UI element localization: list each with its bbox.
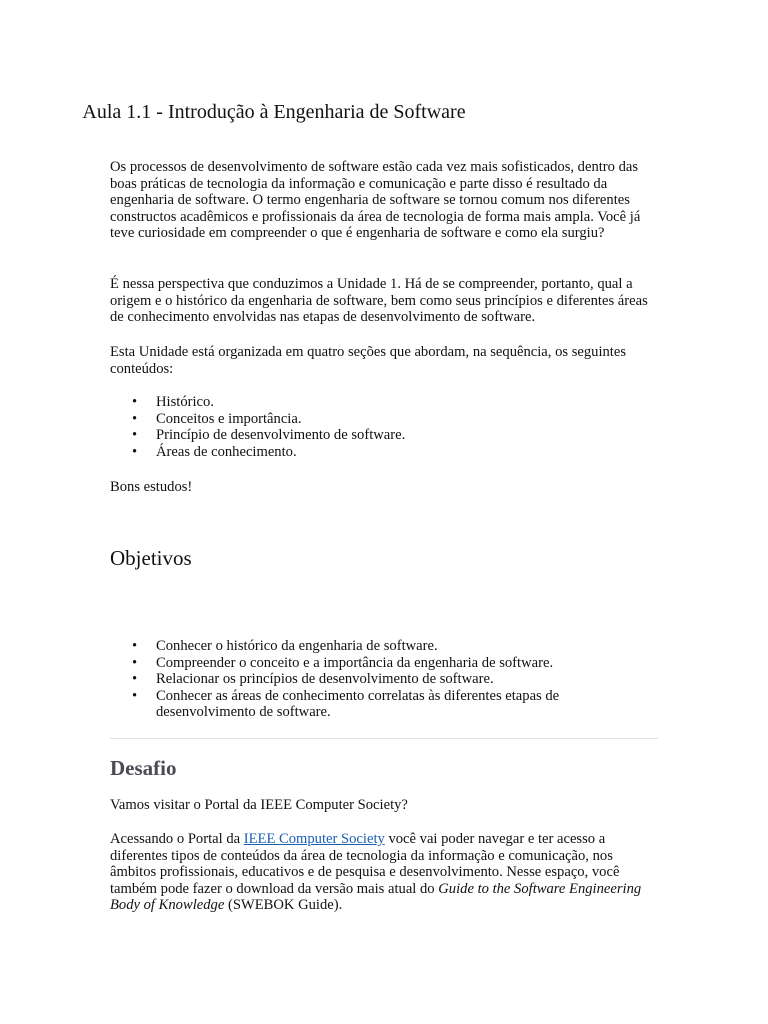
bullet-icon: •	[132, 443, 138, 460]
list-item	[110, 427, 658, 444]
list-item-text: Conceitos e importância.	[156, 410, 302, 427]
list-item-text: Relacionar os princípios de desenvolvimento de software.	[156, 671, 494, 688]
list-item-text: Histórico.	[156, 394, 214, 410]
bullet-icon: •	[132, 654, 138, 671]
list-item-text: Princípio de desenvolvimento de software.	[156, 427, 406, 444]
bullet-icon: •	[132, 638, 138, 654]
closing-greeting: Bons estudos!	[110, 479, 193, 495]
bullet-icon: •	[132, 410, 138, 427]
bullet-icon: •	[132, 394, 138, 410]
ieee-computer-society-link[interactable]: IEEE Computer Society	[243, 831, 385, 847]
document-title: Aula 1.1 - Introdução à Engenharia de Software	[82, 101, 466, 123]
list-item	[110, 688, 658, 721]
challenge-text-middle: você vai poder navegar e ter acesso a diferentes tipos de conteúdos da área de tecnologia da informação e comunicação, nos âmbitos profissionais, educativos e de pesquisa e desenvolvimento. Nesse espaço, você também pode fazer o download da versão mais atual do	[110, 831, 620, 897]
list-item	[110, 411, 658, 428]
list-item-text: Conhecer o histórico da engenharia de software.	[156, 638, 438, 654]
bullet-icon: •	[132, 687, 138, 704]
list-item	[110, 444, 658, 461]
objectives-heading: Objetivos	[110, 546, 192, 570]
challenge-paragraph	[110, 831, 658, 914]
challenge-text-start: Acessando o Portal da	[110, 831, 244, 847]
topics-list	[110, 394, 658, 460]
intro-paragraph: Os processos de desenvolvimento de software estão cada vez mais sofisticados, dentro das boas práticas de tecnologia da informação e comunicação e parte disso é resultado da engenharia de software. O termo engenharia de software se tornou comum nos diferentes constructos acadêmicos e profissionais da área de tecnologia de forma mais ampla. Você já teve curiosidade em compreender o que é engenharia de software e como ela surgiu?	[110, 159, 641, 242]
organization-paragraph: Esta Unidade está organizada em quatro seções que abordam, na sequência, os seguintes conteúdos:	[110, 344, 627, 377]
list-item	[110, 394, 658, 411]
list-item	[110, 671, 658, 688]
list-item-text: Áreas de conhecimento.	[156, 443, 297, 460]
swebok-guide-title: Guide to the Software Engineering Body of Knowledge	[110, 880, 642, 914]
perspective-paragraph: É nessa perspectiva que conduzimos a Unidade 1. Há de se compreender, portanto, qual a origem e o histórico da engenharia de software, bem como seus princípios e diferentes áreas de conhecimento envolvidas nas etapas de desenvolvimento de software.	[110, 276, 648, 326]
list-item-text: Compreender o conceito e a importância da engenharia de software.	[156, 654, 554, 671]
list-item	[110, 638, 658, 655]
objectives-list	[110, 638, 658, 721]
bullet-icon: •	[132, 671, 138, 688]
list-item-text: Conhecer as áreas de conhecimento correlatas às diferentes etapas de desenvolvimento de software.	[156, 687, 560, 721]
challenge-question: Vamos visitar o Portal da IEEE Computer Society?	[110, 797, 408, 813]
list-item	[110, 655, 658, 672]
bullet-icon: •	[132, 427, 138, 444]
challenge-heading: Desafio	[110, 756, 177, 780]
challenge-text-end: (SWEBOK Guide).	[224, 897, 343, 914]
section-divider	[110, 738, 658, 739]
